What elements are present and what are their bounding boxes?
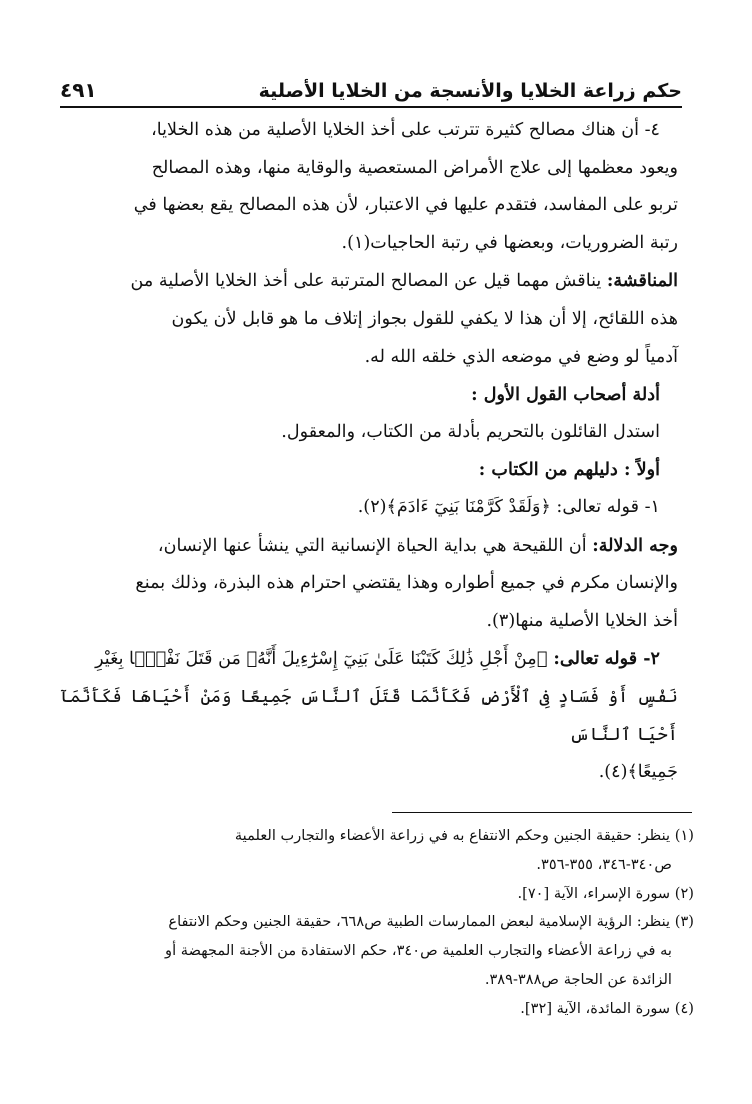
discussion-line-2: هذه اللقائح، إلا أن هذا لا يكفي للقول بجواز إتلاف ما هو قابل لأن يكون <box>171 308 678 329</box>
discussion-text: يناقش مهما قيل عن المصالح المترتبة على أخذ الخلايا الأصلية من <box>130 271 607 292</box>
point-4-line-4: رتبة الضروريات، وبعضها في رتبة الحاجيات(١). <box>341 232 678 253</box>
page-number: ٤٩١ <box>60 78 97 102</box>
indication-line-1 <box>60 527 678 566</box>
footnote-3-line-2: به في زراعة الأعضاء والتجارب العلمية ص٣٤٠، حكم الاستفادة من الأجنة المجهضة أو <box>165 942 672 960</box>
indication-line-3: أخذ الخلايا الأصلية منها(٣). <box>486 610 678 631</box>
evidence-heading: أدلة أصحاب القول الأول : <box>471 384 660 406</box>
point-4-line-3: تربو على المفاسد، فتقدم عليها في الاعتبار، لأن هذه المصالح يقع بعضها في <box>133 195 678 216</box>
verse-2-text-1: ﴿مِنْ أَجْلِ ذَٰلِكَ كَتَبْنَا عَلَىٰ بَنِيٓ إِسْرَٰٓءِيلَ أَنَّهُۥ مَن قَتَلَ نَفْسًۢا بِغَيْرِ <box>95 649 548 670</box>
discussion-label: المناقشة: <box>606 270 678 292</box>
point-4-line-1: ٤- أن هناك مصالح كثيرة تترتب على أخذ الخلايا الأصلية من هذه الخلايا، <box>151 120 660 140</box>
verse-2-line-3: جَمِيعًا﴾(٤). <box>598 762 678 783</box>
verse-2-line-1 <box>60 640 678 679</box>
footnote-3-line-3: الزائدة عن الحاجة ص٣٨٨-٣٨٩. <box>484 970 672 988</box>
point-4-line-2: ويعود معظمها إلى علاج الأمراض المستعصية والوقاية منها، وهذه المصالح <box>151 157 678 178</box>
verse-2-intro: ٢- قوله تعالى: <box>547 648 660 670</box>
footnote-3-line-1: (٣) ينظر: الرؤية الإسلامية لبعض الممارسات الطبية ص٦٦٨، حقيقة الجنين وحكم الانتفاع <box>168 913 694 931</box>
footnote-2: (٢) سورة الإسراء، الآية [٧٠]. <box>517 884 694 902</box>
footnotes <box>60 822 694 1024</box>
footnote-divider <box>392 812 692 813</box>
discussion-line-1 <box>60 262 678 301</box>
verse-1-text: ﴿وَلَقَدْ كَرَّمْنَا بَنِيٓ ءَادَمَ﴾(٢). <box>357 496 551 517</box>
verse-1-line <box>60 489 678 527</box>
indication-line-2: والإنسان مكرم في جميع أطواره وهذا يقتضي احترام هذه البذرة، وذلك بمنع <box>135 573 678 594</box>
footnote-1-line-1: (١) ينظر: حقيقة الجنين وحكم الانتفاع به في زراعة الأعضاء والتجارب العلمية <box>234 827 694 844</box>
indication-label: وجه الدلالة: <box>592 534 678 556</box>
footnote-4: (٤) سورة المائدة، الآية [٣٢]. <box>520 999 694 1017</box>
evidence-intro: استدل القائلون بالتحريم بأدلة من الكتاب، والمعقول. <box>281 421 660 442</box>
verse-2-line-2: نَفْسٍ أَوْ فَسَادٍ فِى ٱلْأَرْضِ فَكَأَنَّمَا قَتَلَ ٱلنَّاسَ جَمِيعًا وَمَنْ أَحْيَاهَا فَكَأَنَّمَآ أَحْيَا ٱلنَّاسَ <box>60 686 678 745</box>
footnote-1-line-2: ص٣٤٠-٣٤٦، ٣٥٥-٣٥٦. <box>536 855 672 873</box>
header-title: حكم زراعة الخلايا والأنسجة من الخلايا الأصلية <box>258 80 682 102</box>
running-header <box>60 72 682 108</box>
verse-1-intro: ١- قوله تعالى: <box>550 496 660 517</box>
main-text <box>60 112 678 792</box>
discussion-line-3: آدمياً لو وضع في موضعه الذي خلقه الله له. <box>364 346 678 367</box>
indication-text: أن اللقيحة هي بداية الحياة الإنسانية التي ينشأ عنها الإنسان، <box>157 535 593 556</box>
first-evidence-heading: أولاً : دليلهم من الكتاب : <box>478 459 660 481</box>
